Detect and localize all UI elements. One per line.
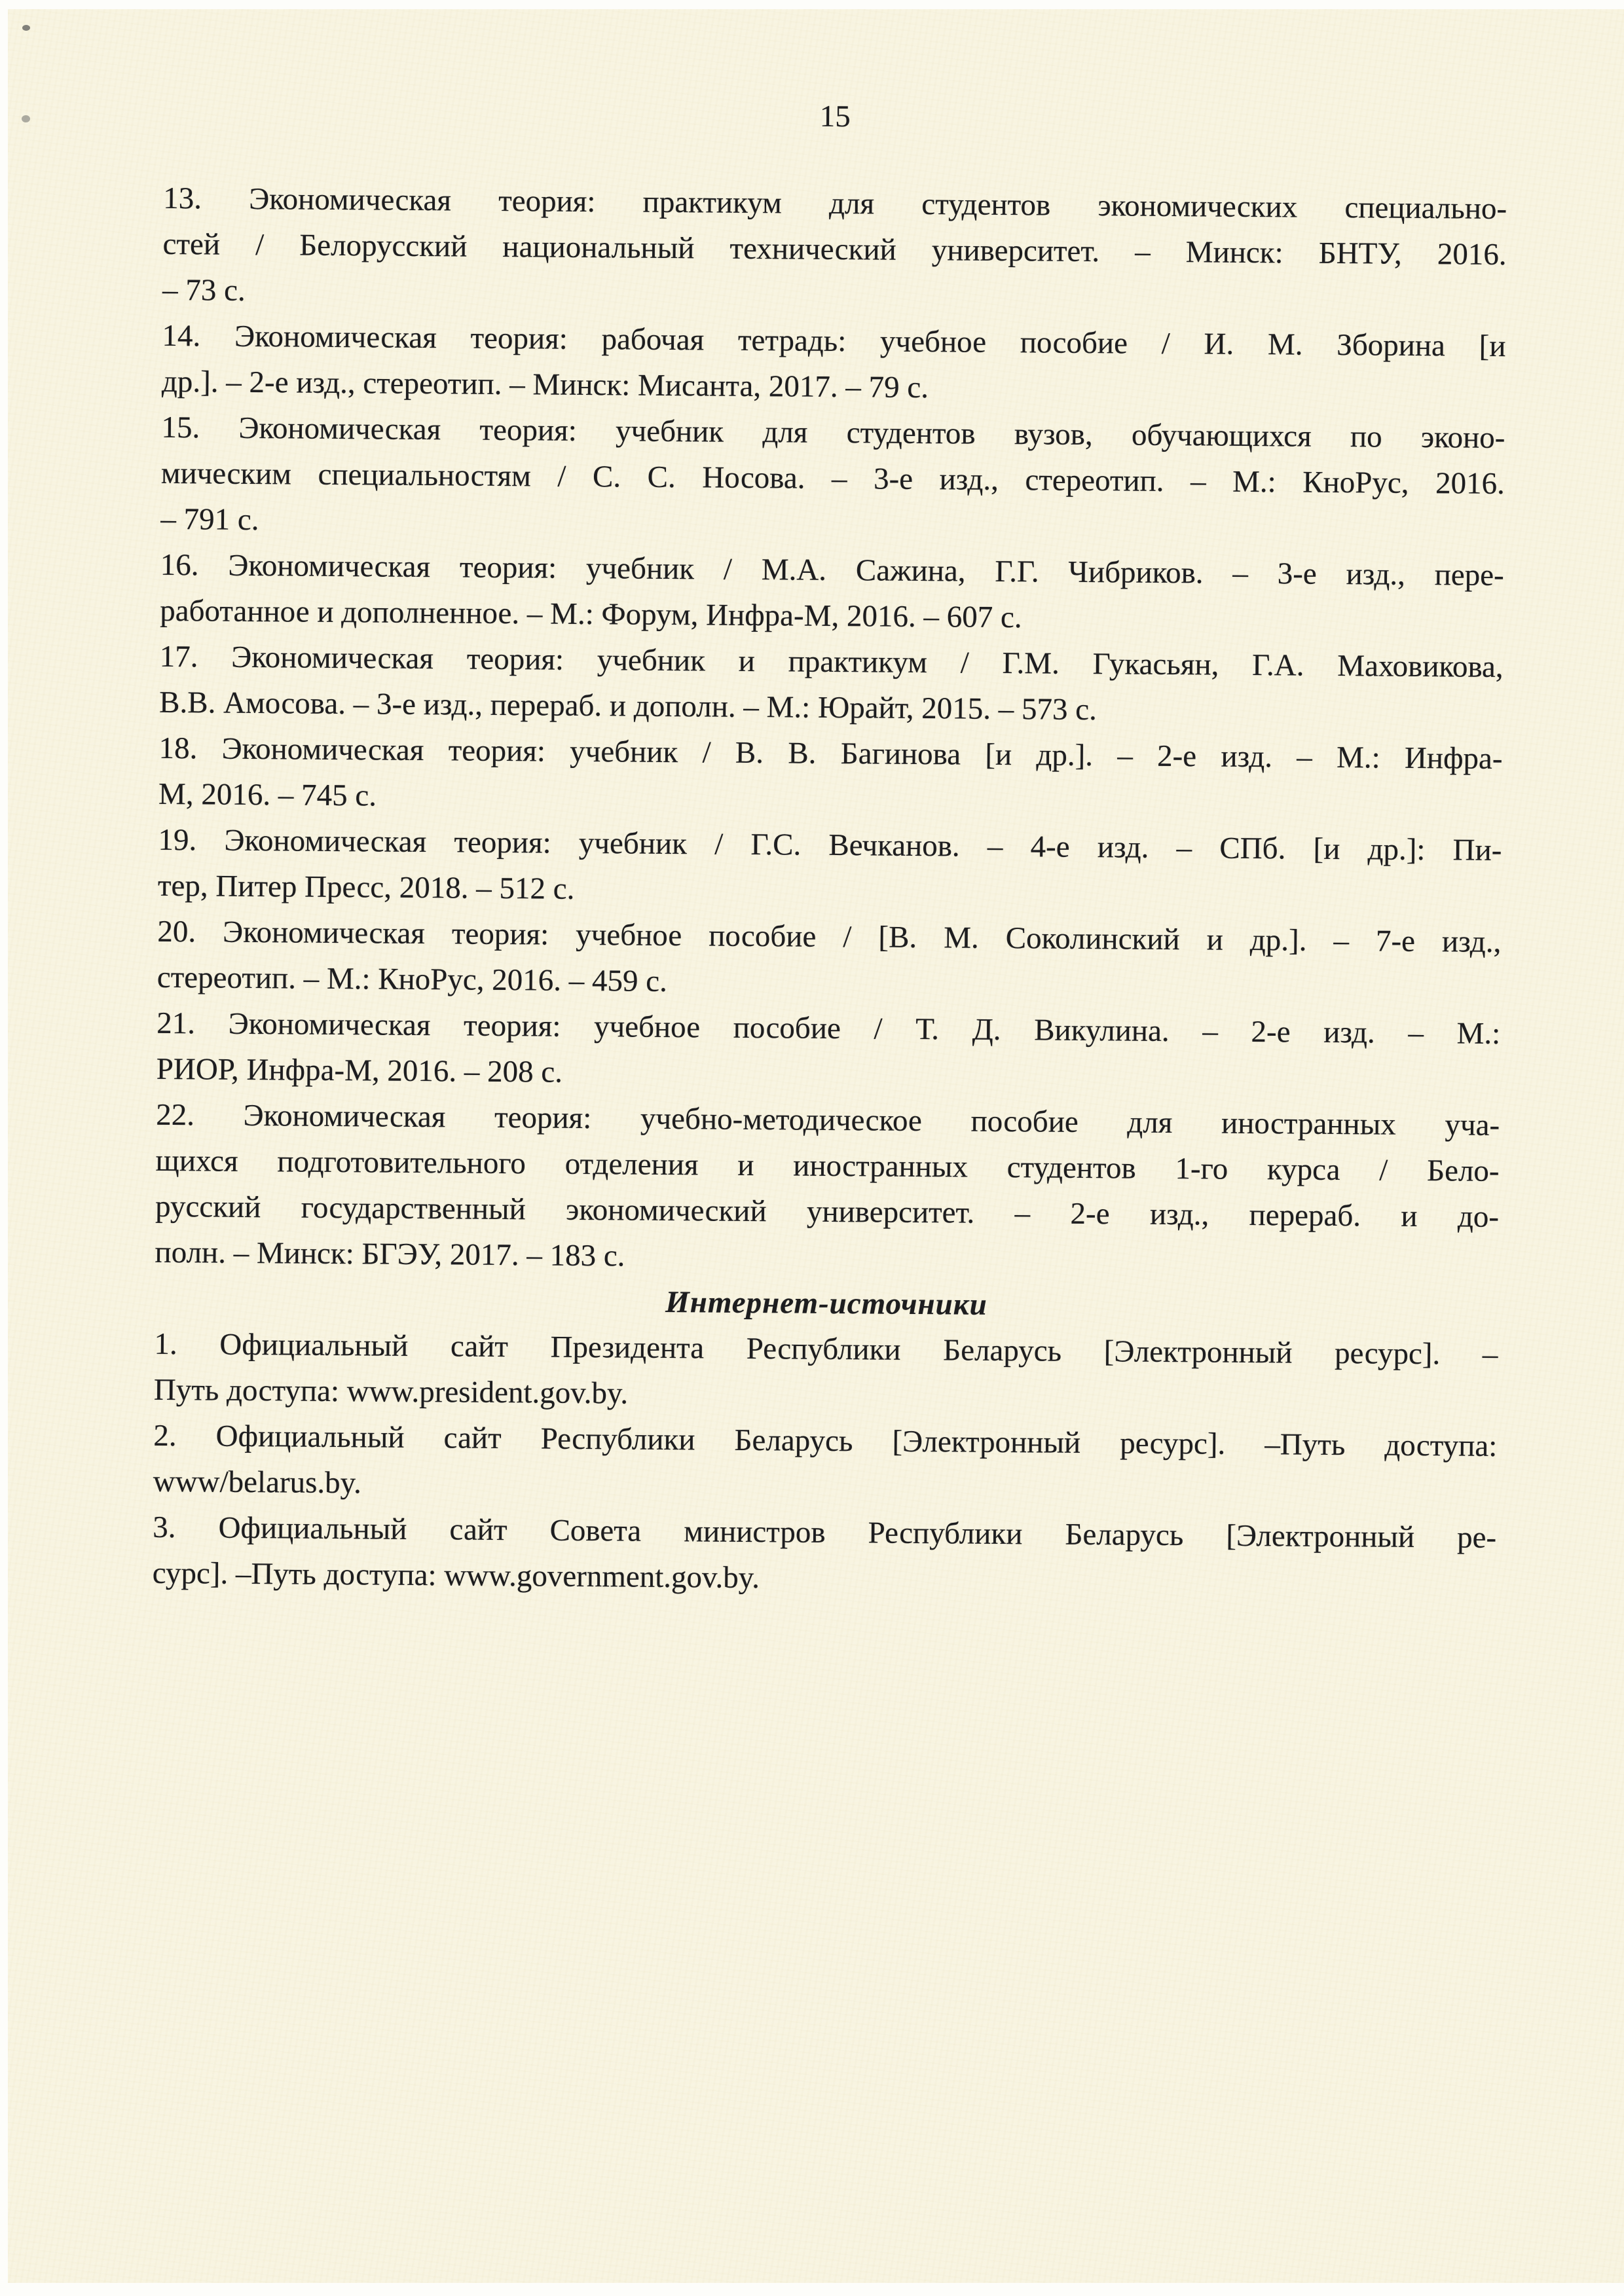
reference-item-line: 19. Экономическая теория: учебник / Г.С. Вечканов. – 4-е изд. – СПб. [и др.]: Пи-: [158, 822, 1502, 868]
reference-item-line: тер, Питер Пресс, 2018. – 512 с.: [157, 868, 575, 906]
reference-item-line: 20. Экономическая теория: учебное пособие / [В. М. Соколинский и др.]. – 7-е изд.,: [157, 914, 1502, 959]
internet-source-item: [152, 1506, 1496, 1608]
reference-item: [162, 177, 1507, 325]
reference-item: [159, 635, 1504, 737]
reference-item-line: В.В. Амосова. – 3-е изд., перераб. и дополн. – М.: Юрайт, 2015. – 573 с.: [158, 685, 1098, 727]
internet-sources-list: [152, 1322, 1498, 1608]
internet-source-item-line: сурс]. –Путь доступа: www.government.gov.by.: [152, 1556, 760, 1595]
reference-item-line: щихся подготовительного отделения и иностранных студентов 1-го курса / Бело-: [155, 1143, 1500, 1188]
reference-item-line: – 73 с.: [162, 272, 246, 308]
page-number: 15: [819, 99, 851, 134]
reference-item-line: стереотип. – М.: КноРус, 2016. – 459 с.: [157, 960, 668, 998]
reference-item-line: стей / Белорусский национальный технический университет. – Минск: БНТУ, 2016.: [162, 227, 1507, 272]
internet-sources-heading: Интернет-источники: [665, 1285, 987, 1322]
reference-item-line: 15. Экономическая теория: учебник для студентов вузов, обучающихся по эконо-: [161, 410, 1505, 456]
bibliography-list: [155, 177, 1507, 1287]
internet-source-item-line: www/belarus.by.: [153, 1464, 362, 1501]
reference-item: [160, 406, 1505, 554]
reference-item: [158, 818, 1502, 920]
reference-item-line: мическим специальностям / С. С. Носова. – 3-е изд., стереотип. – М.: КноРус, 2016.: [160, 456, 1505, 501]
reference-item-line: 16. Экономическая теория: учебник / М.А. Сажина, Г.Г. Чибриков. – 3-е изд., пере-: [160, 547, 1504, 593]
internet-source-item: [153, 1414, 1498, 1516]
internet-source-item-line: 3. Официальный сайт Совета министров Республики Беларусь [Электронный ре-: [153, 1510, 1497, 1555]
reference-item-line: 21. Экономическая теория: учебное пособие / Т. Д. Викулина. – 2-е изд. – М.:: [157, 1006, 1501, 1051]
internet-source-item: [154, 1322, 1498, 1425]
reference-item: [162, 314, 1506, 416]
internet-source-item-line: Путь доступа: www.president.gov.by.: [153, 1372, 629, 1411]
reference-item-line: 18. Экономическая теория: учебник / В. В. Багинова [и др.]. – 2-е изд. – М.: Инфра-: [158, 731, 1503, 776]
reference-item-line: – 791 с.: [160, 501, 259, 538]
internet-source-item-line: 1. Официальный сайт Президента Республики Беларусь [Электронный ресурс]. –: [154, 1326, 1498, 1372]
internet-source-item-line: 2. Официальный сайт Республики Беларусь [Электронный ресурс]. –Путь доступа:: [153, 1418, 1498, 1463]
reference-item: [160, 543, 1504, 646]
reference-item: [156, 1002, 1500, 1104]
reference-item-line: 17. Экономическая теория: учебник и практикум / Г.М. Гукасьян, Г.А. Маховикова,: [159, 639, 1504, 685]
reference-item-line: русский государственный экономический университет. – 2-е изд., перераб. и до-: [155, 1189, 1500, 1234]
reference-item-line: полн. – Минск: БГЭУ, 2017. – 183 с.: [155, 1235, 625, 1273]
reference-item-line: 13. Экономическая теория: практикум для студентов экономических специально-: [162, 181, 1507, 227]
reference-item-line: М, 2016. – 745 с.: [158, 776, 377, 813]
reference-item: [157, 910, 1502, 1012]
reference-item-line: др.]. – 2-е изд., стереотип. – Минск: Мисанта, 2017. – 79 с.: [161, 364, 929, 405]
reference-item: [155, 1093, 1500, 1287]
reference-item-line: 14. Экономическая теория: рабочая тетрадь: учебное пособие / И. М. Зборина [и: [162, 318, 1506, 364]
reference-item-line: работанное и дополненное. – М.: Форум, Инфра-М, 2016. – 607 с.: [160, 593, 1022, 635]
scan-speck: [22, 115, 30, 122]
reference-item-line: 22. Экономическая теория: учебно-методическое пособие для иностранных уча-: [155, 1097, 1500, 1142]
reference-item-line: РИОР, Инфра-М, 2016. – 208 с.: [156, 1051, 563, 1089]
text-block: [152, 177, 1507, 1608]
scan-speck: [22, 25, 30, 31]
reference-item: [158, 727, 1503, 829]
